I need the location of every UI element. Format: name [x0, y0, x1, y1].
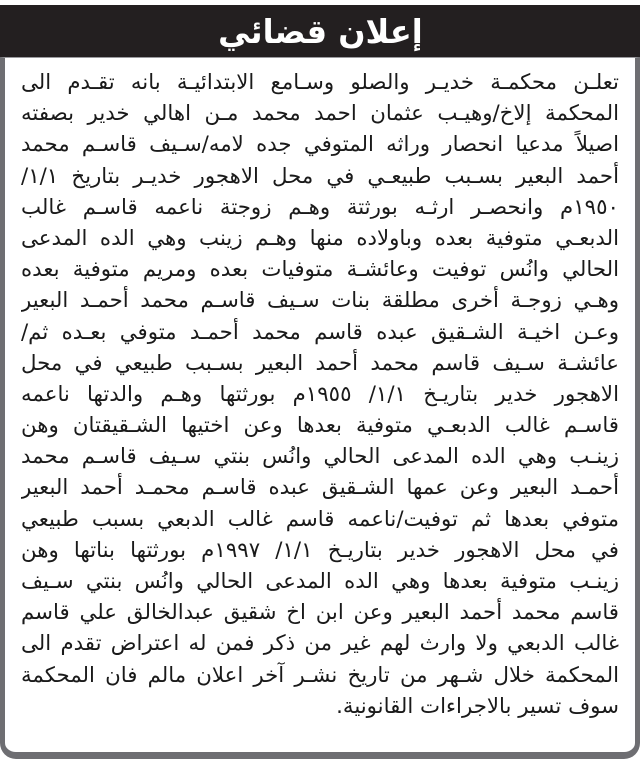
- notice-text-line: في محل الاهجور خدير بتاريـخ ١/١/ ١٩٩٧م بورثتها بناتها وهن: [21, 537, 619, 563]
- notice-text-line: زينـب متوفية بعدها وهي الده المدعى الحالي وانُس بنتي سـيف: [21, 569, 619, 594]
- notice-text-line: اصيلاً مدعيا انحصار وراثه المتوفي جده لامه/سـيف قاسـم محمد: [21, 132, 619, 158]
- page-title: إعلان قضائي: [217, 11, 423, 51]
- notice-text-line: قاسم محمد أحمد البعير وعن ابن اخ شقيق عبدالخالق علي قاسم: [21, 600, 619, 626]
- notice-text-line: الدبعـي متوفية بعده وباولاده منها وهـم زينب وهي الده المدعى: [21, 225, 619, 251]
- notice-text-line: المحكمة إلاخ/وهيـب عثمان احمد محمد مـن اهالي خدير بصفته: [21, 101, 619, 127]
- notice-text-line: وهـي زوجـة أخرى مطلقة بنات سـيف قاسـم محمد أحمـد البعير: [21, 288, 619, 314]
- notice-text-line: الحالي وانُس توفيت وعائشـة متوفيات بعده ومريم متوفية بعده: [21, 257, 619, 283]
- notice-text-line: غالب الدبعي ولا وارث لهم غير من ذكر فمن له اعتراض تقدم الى: [21, 631, 619, 657]
- notice-text-line: تعلـن محكمـة خديـر والصلو وسـامع الابتدائيـة بانه تقـدم الى: [21, 70, 619, 95]
- notice-text-line: أحمـد البعير وعن عمها الشـقيق عبده قاسـم محمـد أحمد البعير: [21, 475, 619, 501]
- notice-text-line: عائشـة سـيف قاسم محمد أحمد البعير بسـبب طبيعي في محل: [21, 350, 619, 376]
- notice-text-line: متوفي بعدها ثم توفيت/ناعمه قاسم غالب الدبعي بسبب طبيعي: [21, 506, 619, 532]
- notice-text-line: وعـن اخيـة الشـقيق عبده قاسم محمد أحمـد متوفي بعـده ثم/: [21, 319, 619, 345]
- notice-text-line: الاهجور خدير بتاريـخ ١/١/ ١٩٥٥م بورثتها وهـم والدتها ناعمه: [21, 381, 619, 407]
- notice-text-line: زينـب وهي الده المدعى الحالي وانُس بنتي سـيف قاسـم محمد: [21, 444, 619, 470]
- notice-header-band: [0, 5, 640, 57]
- notice-text-line: قاسـم غالب الدبعـي متوفية بعدها وعن اختيها الشـقيقتان وهن: [21, 413, 619, 439]
- notice-text-line: ١٩٥٠م وانحصـر ارثـه بورثتة وهـم زوجتة ناعمه قاسـم غالب: [21, 194, 619, 220]
- notice-text-line: أحمد البعير بسـبب طبيعـي في محل الاهجور خديـر بتاريخ ١/١/: [21, 163, 619, 189]
- notice-body-card: [0, 57, 640, 759]
- notice-text-line: المحكمة خلال شـهر من تاريخ نشـر آخر اعلان مالم فان المحكمة: [21, 662, 619, 688]
- notice-body-text: [21, 67, 619, 722]
- notice-text-line: سوف تسير بالاجراءات القانونية.: [336, 693, 619, 719]
